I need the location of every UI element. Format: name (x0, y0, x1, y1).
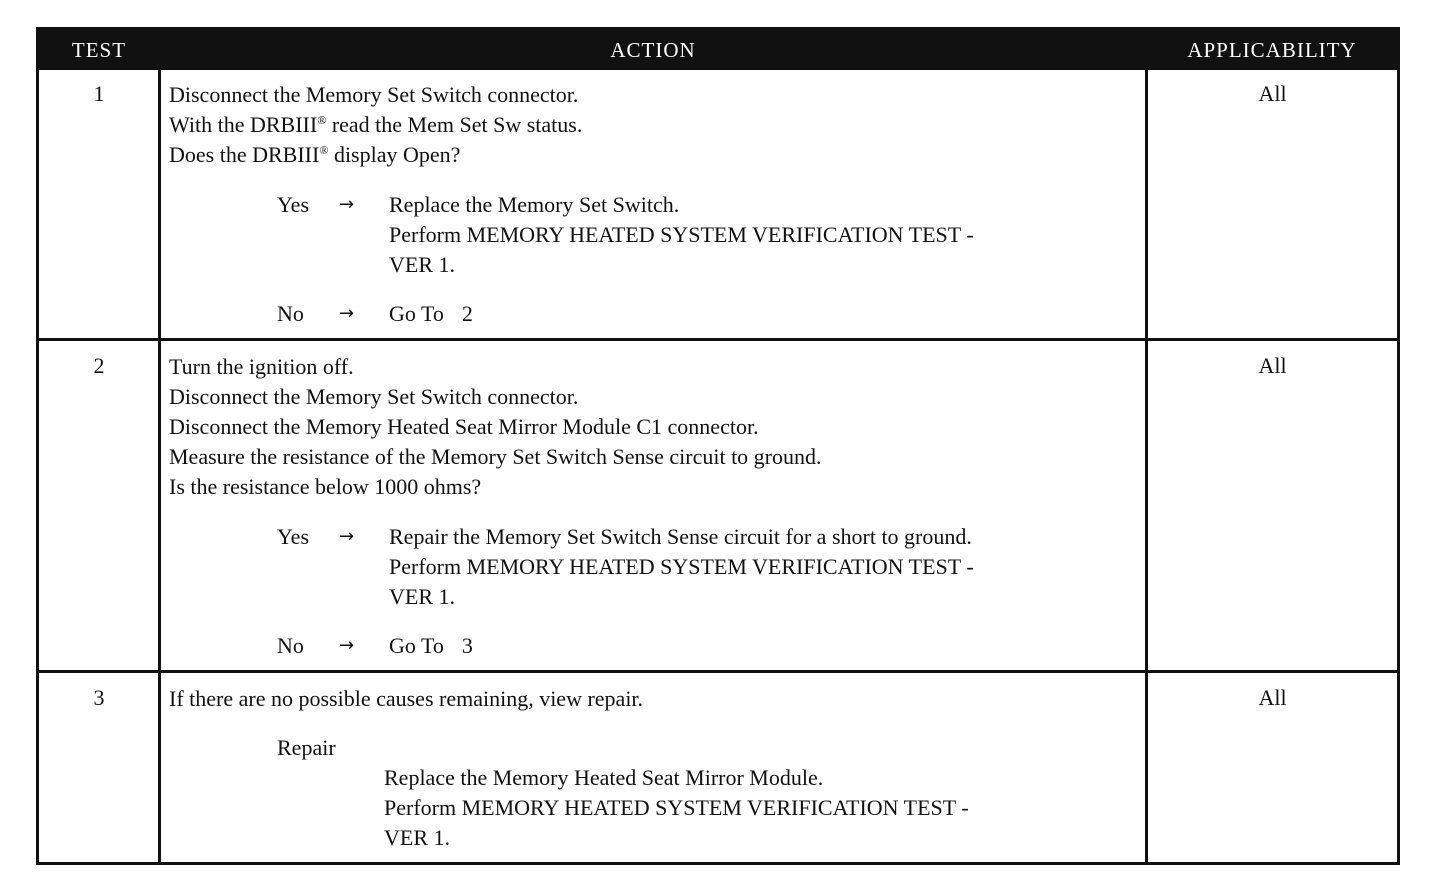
applicability-value: All (1258, 685, 1287, 710)
action-question: Is the resistance below 1000 ohms? (169, 474, 482, 499)
yes-label: Yes (277, 192, 310, 217)
action-step-part: display Open? (333, 142, 461, 167)
test-number: 1 (93, 81, 105, 106)
column-divider-applicability (1145, 70, 1148, 862)
yes-result-line: Repair the Memory Set Switch Sense circuit for a short to ground. (389, 524, 972, 549)
no-result (389, 299, 473, 329)
registered-mark: ® (319, 143, 329, 157)
action-step: If there are no possible causes remaining, view repair. (169, 686, 644, 711)
yes-result-line: VER 1. (389, 252, 455, 277)
row-divider-1 (39, 338, 1397, 341)
right-arrow-icon: → (339, 194, 355, 215)
action-question (169, 140, 460, 170)
column-divider-test (158, 70, 161, 862)
repair-result-line: Perform MEMORY HEATED SYSTEM VERIFICATION TEST - (384, 795, 969, 820)
table-header (39, 30, 1397, 70)
no-result (389, 631, 473, 661)
action-step: Disconnect the Memory Set Switch connector. (169, 384, 579, 409)
no-label: No (277, 301, 304, 326)
repair-result-line: VER 1. (384, 825, 450, 850)
goto-text: Go To (389, 633, 444, 658)
action-step-part: Does the DRBIII (169, 142, 320, 167)
registered-mark: ® (317, 113, 327, 127)
right-arrow-icon: → (339, 635, 355, 656)
yes-result-line: Replace the Memory Set Switch. (389, 192, 680, 217)
repair-label: Repair (277, 735, 336, 760)
test-number: 3 (93, 685, 105, 710)
right-arrow-icon: → (339, 526, 355, 547)
goto-test-number: 3 (461, 633, 473, 658)
goto-text: Go To (389, 301, 444, 326)
yes-result-line: Perform MEMORY HEATED SYSTEM VERIFICATION TEST - (389, 222, 974, 247)
yes-result-line: Perform MEMORY HEATED SYSTEM VERIFICATION TEST - (389, 554, 974, 579)
header-action: ACTION (610, 38, 696, 62)
yes-label: Yes (277, 524, 310, 549)
no-label: No (277, 633, 304, 658)
row-divider-2 (39, 670, 1397, 673)
action-step: Disconnect the Memory Set Switch connector. (169, 82, 579, 107)
header-test: TEST (71, 38, 127, 62)
action-step: Disconnect the Memory Heated Seat Mirror Module C1 connector. (169, 414, 759, 439)
repair-result-line: Replace the Memory Heated Seat Mirror Module. (384, 765, 824, 790)
diagnostic-test-table (36, 27, 1400, 865)
header-applicability: APPLICABILITY (1187, 38, 1357, 62)
right-arrow-icon: → (339, 303, 355, 324)
yes-result-line: VER 1. (389, 584, 455, 609)
action-step-part: read the Mem Set Sw status. (331, 112, 583, 137)
applicability-value: All (1258, 353, 1287, 378)
goto-test-number: 2 (461, 301, 473, 326)
applicability-value: All (1258, 81, 1287, 106)
action-step: Turn the ignition off. (169, 354, 354, 379)
action-step (169, 110, 582, 140)
action-step: Measure the resistance of the Memory Set Switch Sense circuit to ground. (169, 444, 822, 469)
test-number: 2 (93, 353, 105, 378)
action-step-part: With the DRBIII (169, 112, 318, 137)
